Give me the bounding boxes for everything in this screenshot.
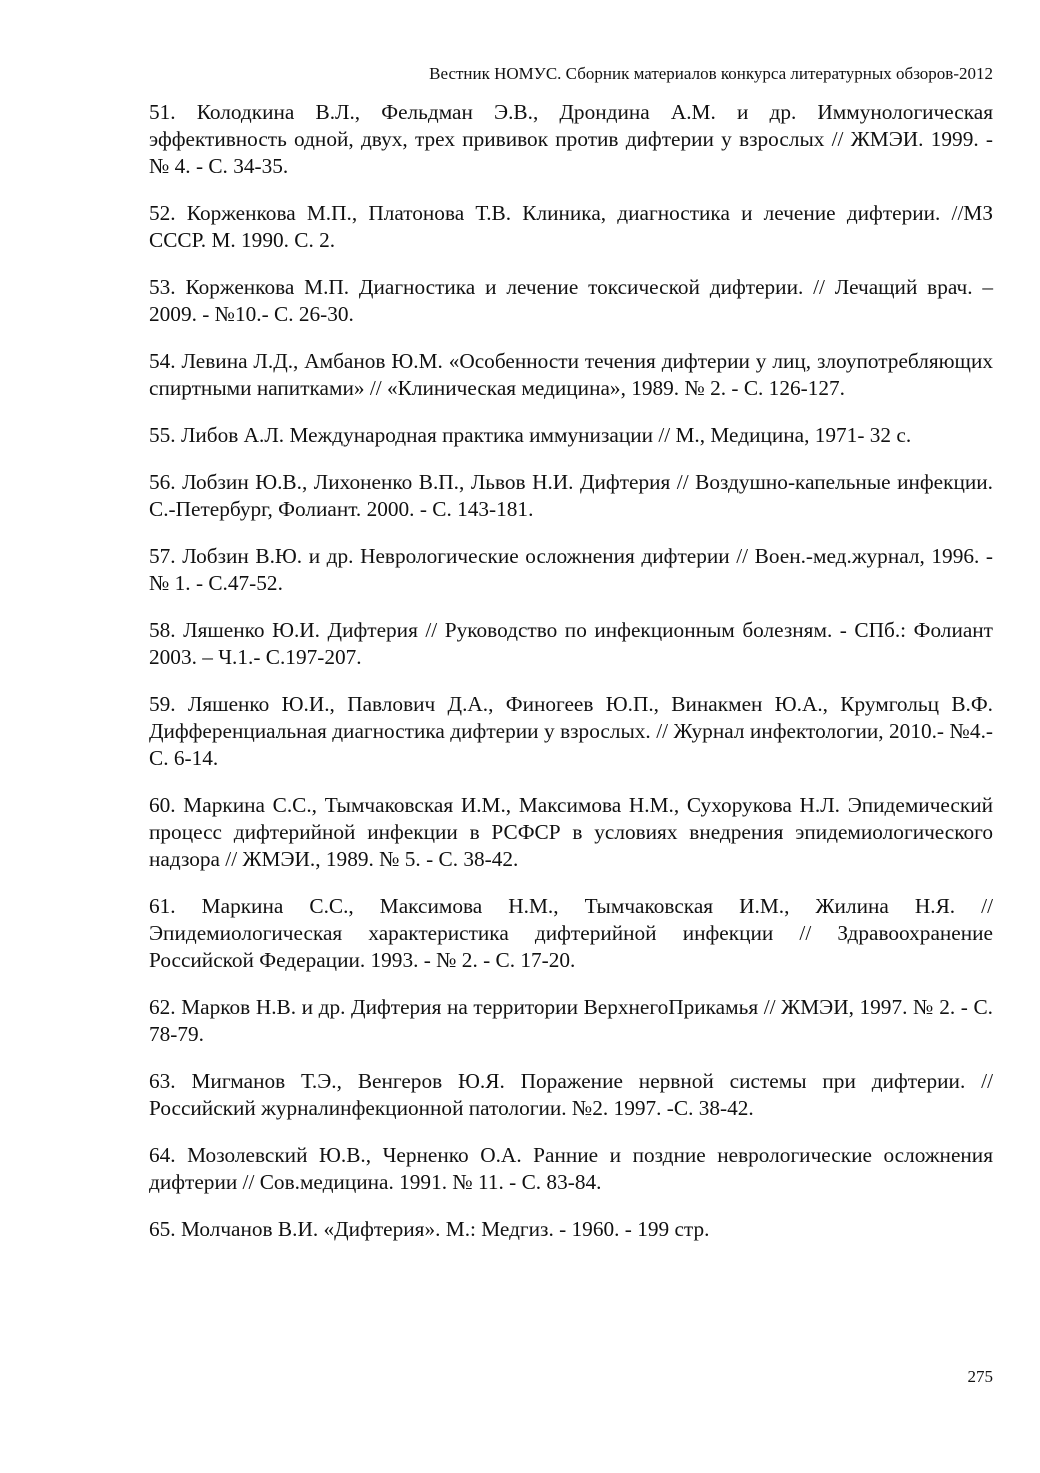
reference-item: 62. Марков Н.В. и др. Дифтерия на территории ВерхнегоПрикамья // ЖМЭИ, 1997. № 2. - С. 78-79. [149, 995, 993, 1046]
reference-item: 63. Мигманов Т.Э., Венгеров Ю.Я. Поражение нервной системы при дифтерии. //Российский журналинфекционной патологии. №2. 1997. -С. 38-42. [149, 1069, 993, 1120]
reference-item: 52. Корженкова М.П., Платонова Т.В. Клиника, диагностика и лечение дифтерии. //МЗ СССР. М. 1990. С. 2. [149, 201, 993, 252]
reference-item: 55. Либов А.Л. Международная практика иммунизации // М., Медицина, 1971- 32 с. [149, 423, 912, 447]
reference-item: 56. Лобзин Ю.В., Лихоненко В.П., Львов Н.И. Дифтерия // Воздушно-капельные инфекции. С.-Петербург, Фолиант. 2000. - С. 143-181. [149, 470, 993, 521]
reference-item: 59. Ляшенко Ю.И., Павлович Д.А., Финогеев Ю.П., Винакмен Ю.А., Крумгольц В.Ф. Дифференциальная диагностика дифтерии у взрослых. // Журнал инфектологии, 2010.- №4.- С. 6-14. [149, 692, 993, 770]
reference-item: 64. Мозолевский Ю.В., Черненко О.А. Ранние и поздние неврологические осложнения дифтерии // Сов.медицина. 1991. № 11. - С. 83-84. [149, 1143, 993, 1194]
reference-list [149, 99, 993, 1263]
reference-item: 53. Корженкова М.П. Диагностика и лечение токсической дифтерии. // Лечащий врач. – 2009. - №10.- С. 26-30. [149, 275, 993, 326]
reference-item: 57. Лобзин В.Ю. и др. Неврологические осложнения дифтерии // Воен.-мед.журнал, 1996. - № 1. - С.47-52. [149, 544, 993, 595]
reference-item: 51. Колодкина В.Л., Фельдман Э.В., Дрондина А.М. и др. Иммунологическая эффективность одной, двух, трех прививок против дифтерии у взрослых // ЖМЭИ. 1999. - № 4. - С. 34-35. [149, 100, 993, 178]
reference-item: 65. Молчанов В.И. «Дифтерия». М.: Медгиз. - 1960. - 199 стр. [149, 1217, 710, 1241]
running-header: Вестник НОМУС. Сборник материалов конкурса литературных обзоров-2012 [429, 64, 993, 83]
reference-item: 54. Левина Л.Д., Амбанов Ю.М. «Особенности течения дифтерии у лиц, злоупотребляющих спиртными напитками» // «Клиническая медицина», 1989. № 2. - С. 126-127. [149, 349, 993, 400]
reference-item: 60. Маркина С.С., Тымчаковская И.М., Максимова Н.М., Сухорукова Н.Л. Эпидемический процесс дифтерийной инфекции в РСФСР в условиях внедрения эпидемиологического надзора // ЖМЭИ., 1989. № 5. - С. 38-42. [149, 793, 993, 871]
page-number: 275 [967, 1367, 993, 1386]
reference-item: 58. Ляшенко Ю.И. Дифтерия // Руководство по инфекционным болезням. - СПб.: Фолиант 2003. – Ч.1.- С.197-207. [149, 618, 993, 669]
reference-item: 61. Маркина С.С., Максимова Н.М., Тымчаковская И.М., Жилина Н.Я. // Эпидемиологическая характеристика дифтерийной инфекции // Здравоохранение Российской Федерации. 1993. - № 2. - С. 17-20. [149, 894, 993, 972]
